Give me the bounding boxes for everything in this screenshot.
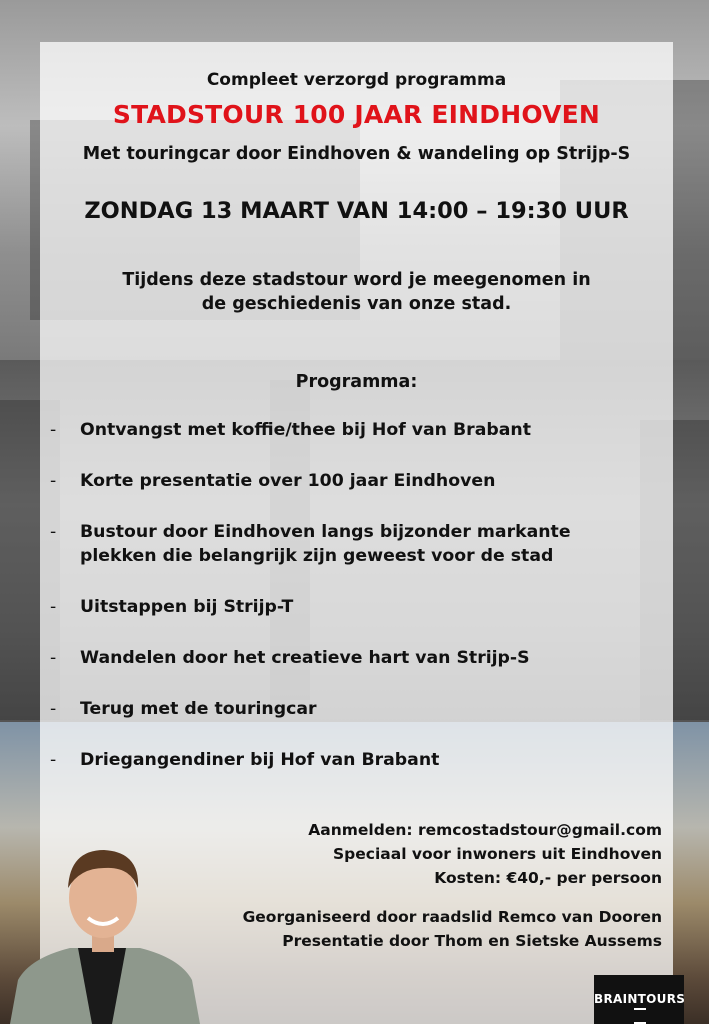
list-item-text: Wandelen door het creatieve hart van Strijp-S [80,648,530,668]
presenters: Presentatie door Thom en Sietske Aussems [282,932,662,950]
programma-heading: Programma: [295,372,418,392]
logo-text: BRAINTOURS [594,992,686,1006]
list-item-text: Bustour door Eindhoven langs bijzonder markante plekken die belangrijk zijn geweest voor de stad [80,522,571,566]
logo-mark-icon [634,1008,646,1024]
list-item [40,748,673,772]
list-item [40,469,673,493]
bullet-dash: - [50,750,57,770]
audience-note: Speciaal voor inwoners uit Eindhoven [333,845,662,863]
list-item [40,418,673,442]
list-item-text: Terug met de touringcar [80,699,317,719]
organiser-photo [0,830,205,1024]
organiser-block [243,905,662,953]
list-item [40,520,673,568]
bullet-dash: - [50,648,57,668]
subtitle: Compleet verzorgd programma [206,70,507,90]
list-item-text: Uitstappen bij Strijp-T [80,597,294,617]
bullet-dash: - [50,597,57,617]
programma-list [40,418,673,799]
list-item-text: Korte presentatie over 100 jaar Eindhoven [80,471,496,491]
bullet-dash: - [50,420,57,440]
organiser: Georganiseerd door raadslid Remco van Dooren [242,908,662,926]
list-item [40,595,673,619]
list-item-text: Ontvangst met koffie/thee bij Hof van Brabant [80,420,531,440]
tagline: Met touringcar door Eindhoven & wandeling op Strijp-S [82,144,631,164]
list-item [40,697,673,721]
bullet-dash: - [50,522,57,542]
bullet-dash: - [50,471,57,491]
bullet-dash: - [50,699,57,719]
price: Kosten: €40,- per persoon [434,869,662,887]
main-title: STADSTOUR 100 JAAR EINDHOVEN [112,100,601,129]
list-item [40,646,673,670]
signup-email: Aanmelden: remcostadstour@gmail.com [308,821,662,839]
event-date: ZONDAG 13 MAART VAN 14:00 – 19:30 UUR [84,198,629,224]
list-item-text: Driegangendiner bij Hof van Brabant [80,750,440,770]
contact-block [308,818,662,890]
braintours-logo [594,975,684,1024]
intro-text: Tijdens deze stadstour word je meegenomen in de geschiedenis van onze stad. [122,270,591,314]
